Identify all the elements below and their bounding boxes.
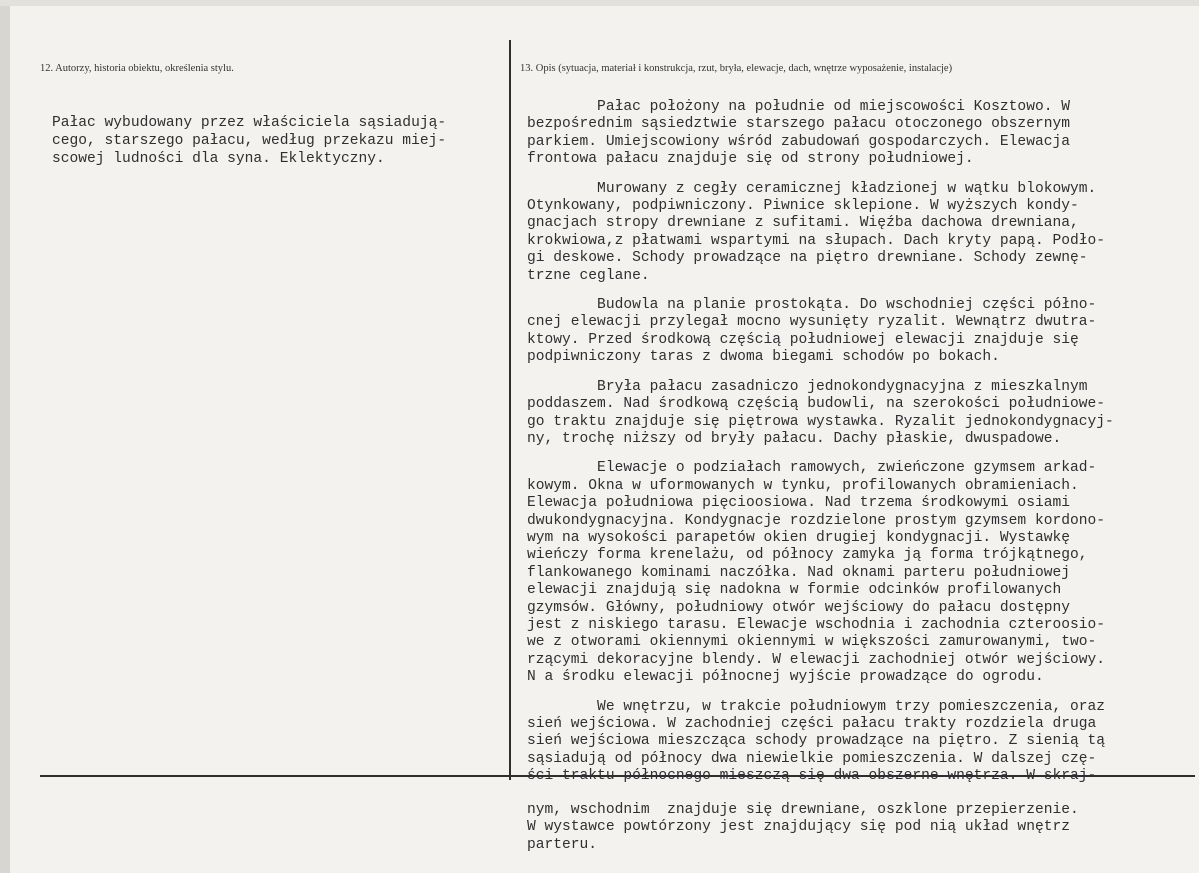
text-line: krokwiowa,z płatwami wspartymi na słupach. Dach kryty papą. Podło- [527,232,1106,249]
text-line: Budowla na planie prostokąta. Do wschodniej części półno- [527,297,1097,314]
paper-top-edge [0,0,1199,6]
text-line: we z otworami okiennymi okiennymi w większości zamurowanymi, two- [527,634,1097,651]
text-line: nym, wschodnim znajduje się drewniane, oszklone przepierzenie. [527,802,1079,818]
text-line: ści traktu północnego mieszczą się dwa obszerne wnętrza. W skraj- [527,768,1097,785]
text-line: sień wejściowa. W zachodniej części pałacu trakty rozdziela druga [527,716,1097,732]
text-line: go traktu znajduje się piętrowa wystawka. Ryzalit jednokondygnacyj- [527,413,1114,430]
text-line: ny, trochę niższy od bryły pałacu. Dachy płaskie, dwuspadowe. [527,430,1062,447]
description-paragraph [527,297,1197,367]
text-line: kowym. Okna w uformowanych w tynku, profilowanych obramieniach. [527,477,1079,494]
text-line: Otynkowany, podpiwniczony. Piwnice sklepione. W wyższych kondy- [527,198,1079,215]
text-line: gi deskowe. Schody prowadzące na piętro drewniane. Schody zewnę- [527,250,1088,267]
text-line: We wnętrzu, w trakcie południowym trzy pomieszczenia, oraz [527,698,1106,715]
description-text [527,99,1197,786]
description-paragraph [527,181,1197,285]
text-line: sień wejściowa mieszcząca schody prowadzące na piętro. Z sienią tą [527,733,1106,750]
text-line: Pałac wybudowany przez właściciela sąsiadują- [52,115,447,131]
text-line: Elewacja południowa pięcioosiowa. Nad trzema środkowymi osiami [527,495,1070,512]
text-line: elewacji znajdują się nadokna w formie odcinków profilowanych [527,582,1062,599]
text-line: W wystawce powtórzony jest znajdujący się pod nią układ wnętrz [527,819,1070,836]
text-line: bezpośrednim sąsiedztwie starszego pałacu otoczonego obszernym [527,116,1070,133]
description-paragraph [527,699,1197,786]
text-line: sąsiadują od północy dwa niewielkie pomieszczenia. W dalszej czę- [527,750,1097,767]
text-line: parkiem. Umiejscowiony wśród zabudowań gospodarczych. Elewacja [527,133,1070,150]
text-line: trzne ceglane. [527,267,650,284]
text-line: Pałac położony na południe od miejscowości Kosztowo. W [527,99,1070,115]
text-line: parteru. [527,836,598,853]
text-line: wieńczy forma krenelażu, od północy zamyka ją forma trójkątnego, [527,547,1088,564]
text-line: gnacjach stropy drewniane z sufitami. Więźba dachowa drewniana, [527,215,1079,232]
text-line: poddaszem. Nad środkową częścią budowli, na szerokości południowe- [527,396,1106,413]
text-line: N a środku elewacji północnej wyjście prowadzące do ogrodu. [527,669,1044,686]
text-line: Murowany z cegły ceramicznej kładzionej w wątku blokowym. [527,180,1097,197]
text-line: cego, starszego pałacu, według przekazu miej- [52,133,447,149]
text-line: ktowy. Przed środkową częścią południowej elewacji znajduje się [527,331,1079,348]
authors-history-text [52,114,507,168]
text-line: Bryła pałacu zasadniczo jednokondygnacyjna z mieszkalnym [527,378,1088,395]
column-divider [509,40,511,780]
text-line: frontowa pałacu znajduje się od strony południowej. [527,151,974,168]
text-line: flankowanego kominami naczółka. Nad oknami parteru południowej [527,564,1070,581]
description-continuation [527,802,1197,854]
text-line: Elewacje o podziałach ramowych, zwieńczone gzymsem arkad- [527,460,1097,477]
text-line: wym na wysokości parapetów okien drugiej kondygnacji. Wystawkę [527,529,1070,546]
description-paragraph [527,379,1197,449]
section-12-header: 12. Autorzy, historia obiektu, określenia stylu. [40,63,234,74]
paper-left-edge [0,0,10,873]
text-line: jest z niskiego tarasu. Elewacje wschodnia i zachodnia czteroosio- [527,616,1106,633]
text-line: rzącymi dekoracyjne blendy. W elewacji zachodniej otwór wejściowy. [527,651,1106,668]
text-line: gzymsów. Główny, południowy otwór wejściowy do pałacu dostępny [527,599,1070,616]
text-line: podpiwniczony taras z dwoma biegami schodów po bokach. [527,349,1000,366]
text-line: scowej ludności dla syna. Eklektyczny. [52,151,385,167]
description-paragraph [527,460,1197,686]
text-line: cnej elewacji przylegał mocno wysunięty ryzalit. Wewnątrz dwutra- [527,314,1097,331]
section-13-header: 13. Opis (sytuacja, materiał i konstrukcja, rzut, bryła, elewacje, dach, wnętrze wyposażenie, instalacje) [520,63,953,74]
text-line: dwukondygnacyjna. Kondygnacje rozdzielone prostym gzymsem kordono- [527,512,1106,529]
description-paragraph [527,99,1197,169]
